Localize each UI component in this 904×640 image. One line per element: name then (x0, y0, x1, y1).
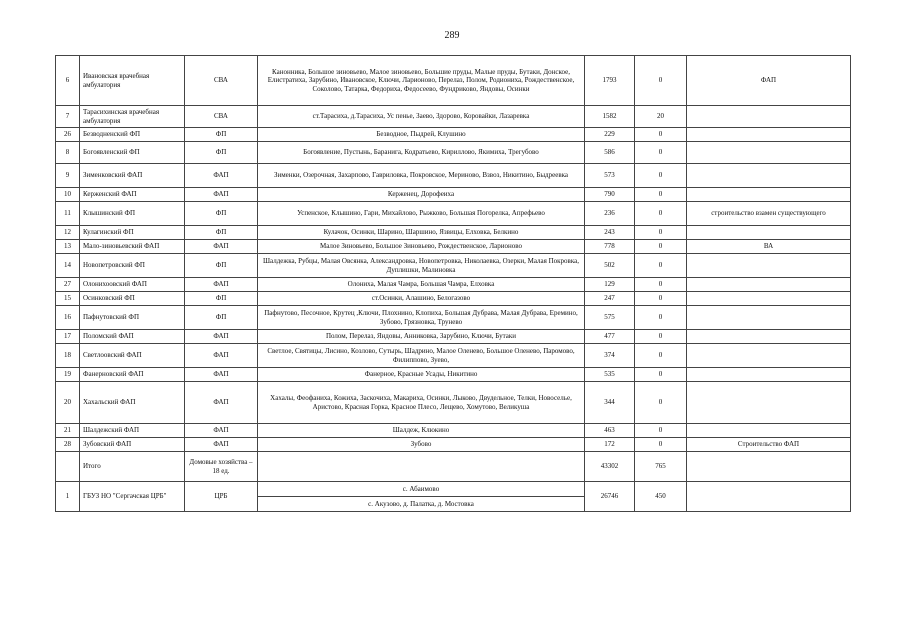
facility-type: ФАП (185, 188, 258, 202)
villages: Фанерное, Красные Усады, Никитино (258, 368, 585, 382)
villages: ст.Тарасиха, д.Тарасиха, Ус пенье, Заево, Здорово, Коровайки, Лазаревка (258, 106, 585, 128)
count: 0 (635, 164, 687, 188)
villages: Богоявление, Пустынь, Баранига, Кодратьево, Кириллово, Якимиха, Трегубово (258, 142, 585, 164)
population: 229 (585, 128, 635, 142)
count: 0 (635, 226, 687, 240)
table-row (56, 106, 851, 128)
facility-type: СВА (185, 56, 258, 106)
facility-type: ФП (185, 202, 258, 226)
table-row (56, 344, 851, 368)
population: 243 (585, 226, 635, 240)
facility-type: ФП (185, 128, 258, 142)
count: 0 (635, 382, 687, 424)
facility-name: Фанерновский ФАП (80, 368, 185, 382)
population: 129 (585, 278, 635, 292)
population: 374 (585, 344, 635, 368)
row-number: 20 (56, 382, 80, 424)
facility-type: ЦРБ (185, 482, 258, 512)
note (687, 226, 851, 240)
villages: Зименки, Озерочная, Захарпово, Гавриловка, Покровское, Мериново, Взвоз, Никитино, Быдреевка (258, 164, 585, 188)
table-row (56, 226, 851, 240)
row-number: 13 (56, 240, 80, 254)
population: 575 (585, 306, 635, 330)
facility-type: ФАП (185, 424, 258, 438)
population: 573 (585, 164, 635, 188)
row-number: 6 (56, 56, 80, 106)
note (687, 128, 851, 142)
facility-name: Осинковский ФП (80, 292, 185, 306)
population: 778 (585, 240, 635, 254)
facility-type: ФАП (185, 368, 258, 382)
row-number: 26 (56, 128, 80, 142)
facility-name: Поломский ФАП (80, 330, 185, 344)
facility-name: Зубовский ФАП (80, 438, 185, 452)
villages: Кулачок, Осинки, Шарино, Шаршино, Язвицы, Елховка, Белкино (258, 226, 585, 240)
table-row (56, 424, 851, 438)
row-number: 1 (56, 482, 80, 512)
total-population: 43302 (585, 452, 635, 482)
population: 344 (585, 382, 635, 424)
villages: Канонника, Большое зиновьево, Малое зиновьево, Большие пруды, Малые пруды, Бутаки, Донское, Елистратиха, Зарубино, Ивановское, Ключи, Ларионово, Перелаз, Полом, Родиониха, Рождественское, Соколово, Татарка, Федориха, Федосеево, Фундриково, Яндовы, Осинки (258, 56, 585, 106)
count: 450 (635, 482, 687, 512)
row-number: 9 (56, 164, 80, 188)
table-row (56, 164, 851, 188)
count: 0 (635, 424, 687, 438)
facility-name: Хахальский ФАП (80, 382, 185, 424)
table-row (56, 382, 851, 424)
facility-name: Олонихоовский ФАП (80, 278, 185, 292)
table-row (56, 306, 851, 330)
table-row (56, 202, 851, 226)
facility-type: ФАП (185, 240, 258, 254)
facility-type: ФАП (185, 382, 258, 424)
facility-type: ФП (185, 292, 258, 306)
note (687, 482, 851, 512)
note: ВА (687, 240, 851, 254)
row-number: 28 (56, 438, 80, 452)
note (687, 164, 851, 188)
table-row (56, 142, 851, 164)
row-number: 16 (56, 306, 80, 330)
note (687, 368, 851, 382)
row-number: 14 (56, 254, 80, 278)
villages: Светлое, Святицы, Лисино, Козлово, Сутырь, Шадрино, Малое Оленево, Большое Оленево, Паромово, Филиппово, Зуево, (258, 344, 585, 368)
facility-name: Новопетровский ФП (80, 254, 185, 278)
count: 0 (635, 344, 687, 368)
facility-name: Шалдежский ФАП (80, 424, 185, 438)
facility-type: ФАП (185, 344, 258, 368)
note: ФАП (687, 56, 851, 106)
count: 0 (635, 188, 687, 202)
villages-top: с. Абаимово (258, 482, 585, 497)
facility-type: ФП (185, 226, 258, 240)
villages: Шалдеж, Клюкино (258, 424, 585, 438)
facility-type: ФАП (185, 438, 258, 452)
total-label: Итого (80, 452, 185, 482)
total-count: 765 (635, 452, 687, 482)
count: 0 (635, 368, 687, 382)
note (687, 306, 851, 330)
population: 247 (585, 292, 635, 306)
villages: Олониха, Малая Чамра, Большая Чамра, Елховка (258, 278, 585, 292)
count: 0 (635, 254, 687, 278)
facility-name: Безводненский ФП (80, 128, 185, 142)
table-row (56, 240, 851, 254)
population: 477 (585, 330, 635, 344)
count: 0 (635, 330, 687, 344)
count: 0 (635, 240, 687, 254)
row-number: 21 (56, 424, 80, 438)
count: 0 (635, 128, 687, 142)
count: 20 (635, 106, 687, 128)
facility-name: Пафнутовский ФП (80, 306, 185, 330)
table-row (56, 188, 851, 202)
note (687, 452, 851, 482)
row-number: 27 (56, 278, 80, 292)
population: 535 (585, 368, 635, 382)
count: 0 (635, 56, 687, 106)
villages: Малое Зиновьево, Большое Зиновьево, Рождественское, Ларионово (258, 240, 585, 254)
facility-name: ГБУЗ НО "Сергачская ЦРБ" (80, 482, 185, 512)
facility-name: Тарасихинская врачебная амбулатория (80, 106, 185, 128)
villages: Шалдежка, Рубцы, Малая Овсянка, Александровка, Новопетровка, Николаевка, Озерки, Малая Покровка, Дуплишки, Малиновка (258, 254, 585, 278)
table-row (56, 254, 851, 278)
facility-type: ФП (185, 254, 258, 278)
row-number: 11 (56, 202, 80, 226)
note (687, 106, 851, 128)
note (687, 292, 851, 306)
row-number: 18 (56, 344, 80, 368)
facility-name: Клышинский ФП (80, 202, 185, 226)
villages: Пафнутово, Песочное, Крутец ,Ключи, Плохнино, Клопиха, Большая Дубрава, Малая Дубрава, Еремино, Зубово, Грязновка, Трунево (258, 306, 585, 330)
note (687, 254, 851, 278)
facility-name: Ивановская врачебная амбулатория (80, 56, 185, 106)
table-row (56, 482, 851, 497)
count: 0 (635, 142, 687, 164)
population: 236 (585, 202, 635, 226)
villages (258, 452, 585, 482)
note (687, 188, 851, 202)
facility-name: Керженский ФАП (80, 188, 185, 202)
villages: Зубово (258, 438, 585, 452)
population: 790 (585, 188, 635, 202)
note: Строительство ФАП (687, 438, 851, 452)
population: 1793 (585, 56, 635, 106)
villages: Хахалы, Феофаниха, Кожиха, Заскочиха, Макариха, Осинки, Лыково, Двудельное, Телки, Новоселье, Аристово, Красная Горка, Красное Плесо, Лещево, Хомутово, Великуша (258, 382, 585, 424)
total-row (56, 452, 851, 482)
table-row (56, 292, 851, 306)
count: 0 (635, 202, 687, 226)
table-row (56, 56, 851, 106)
note (687, 142, 851, 164)
count: 0 (635, 438, 687, 452)
total-type: Домовые хозяйства – 18 ед. (185, 452, 258, 482)
facility-type: ФАП (185, 278, 258, 292)
note (687, 382, 851, 424)
table-row (56, 128, 851, 142)
facility-type: ФАП (185, 164, 258, 188)
population: 26746 (585, 482, 635, 512)
facility-type: СВА (185, 106, 258, 128)
facility-name: Мало-зиновьевский ФАП (80, 240, 185, 254)
villages: Безводное, Пыдрей, Клушино (258, 128, 585, 142)
villages: Успенское, Клышино, Гари, Михайлово, Рыжково, Большая Погорелка, Апрефьево (258, 202, 585, 226)
facility-name: Богоявленский ФП (80, 142, 185, 164)
population: 502 (585, 254, 635, 278)
villages-bottom: с. Акузово, д. Палатка, д. Мостовка (258, 497, 585, 512)
population: 586 (585, 142, 635, 164)
row-number: 10 (56, 188, 80, 202)
facilities-table (55, 55, 851, 512)
count: 0 (635, 306, 687, 330)
population: 172 (585, 438, 635, 452)
page-number: 289 (444, 30, 460, 41)
table-row (56, 330, 851, 344)
facility-name: Кулагинский ФП (80, 226, 185, 240)
row-number: 12 (56, 226, 80, 240)
facility-type: ФП (185, 306, 258, 330)
population: 1582 (585, 106, 635, 128)
row-number: 7 (56, 106, 80, 128)
villages: Керженец, Дорофеиха (258, 188, 585, 202)
population: 463 (585, 424, 635, 438)
table-row (56, 438, 851, 452)
count: 0 (635, 278, 687, 292)
table-row (56, 368, 851, 382)
facility-name: Зименковский ФАП (80, 164, 185, 188)
facility-type: ФАП (185, 330, 258, 344)
count: 0 (635, 292, 687, 306)
table-row (56, 278, 851, 292)
facility-name: Светлоовский ФАП (80, 344, 185, 368)
note (687, 344, 851, 368)
row-number: 8 (56, 142, 80, 164)
note (687, 330, 851, 344)
row-number (56, 452, 80, 482)
row-number: 15 (56, 292, 80, 306)
row-number: 17 (56, 330, 80, 344)
facility-type: ФП (185, 142, 258, 164)
villages: ст.Осинки, Алашино, Белогазово (258, 292, 585, 306)
note (687, 424, 851, 438)
row-number: 19 (56, 368, 80, 382)
note: строительство взамен существующего (687, 202, 851, 226)
note (687, 278, 851, 292)
villages: Полом, Перелаз, Яндовы, Анниковка, Зарубино, Ключи, Бутаки (258, 330, 585, 344)
